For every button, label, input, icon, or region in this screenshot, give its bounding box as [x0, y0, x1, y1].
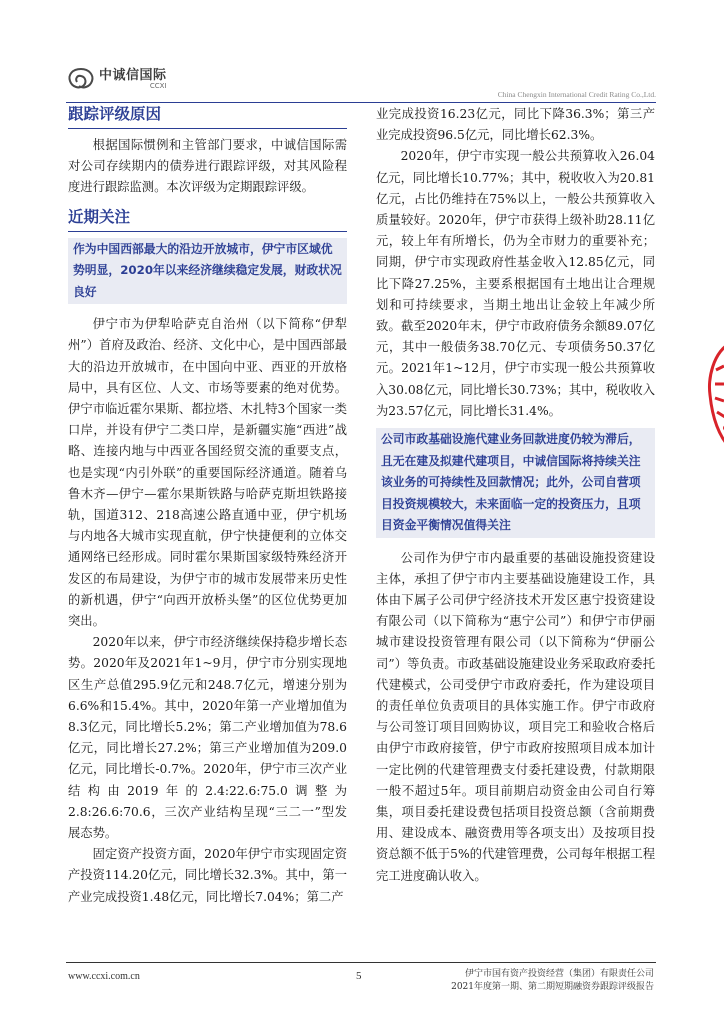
footer-report-title: 2021年度第一期、第二期短期融资券跟踪评级报告	[451, 982, 654, 992]
footer-website: www.ccxi.com.cn	[68, 971, 140, 982]
paragraph-economy-growth: 2020年以来，伊宁市经济继续保持稳步增长态势。2020年及2021年1~9月，伊宁市分别实现地区生产总值295.9亿元和248.7亿元，增速分别为6.6%和15.4%。其中，2020年第一产业增加值为8.3亿元，同比增长5.2%；第二产业增加值为78.6亿元，同比增长27.2%；第三产业增加值为209.0亿元，同比增长-0.7%。2020年，伊宁市三次产业结构由2019年的2.4:22.6:75.0调整为2.8:26.6:70.6，三次产业结构呈现“三二一”型发展态势。	[68, 635, 347, 840]
header-company-en: China Chengxin International Credit Rating Co.,Ltd.	[497, 90, 656, 99]
header-rule	[66, 102, 656, 103]
page-number: 5	[356, 970, 362, 982]
footer-report-info	[451, 968, 654, 994]
paragraph-company-infrastructure: 公司作为伊宁市内最重要的基础设施投资建设主体，承担了伊宁市内主要基础设施建设工作，具体由下属子公司伊宁经济技术开发区惠宁投资建设有限公司（以下简称为“惠宁公司”）和伊宁市伊丽城市建设投资管理有限公司（以下简称为“伊丽公司”）等负责。市政基础设施建设业务采取政府委托代建模式，公司受伊宁市政府委托，作为建设项目的责任单位负责项目的具体实施工作。伊宁市政府与公司签订项目回购协议，项目完工和验收合格后由伊宁市政府接管，伊宁市政府按照项目成本加计一定比例的代建管理费支付委托建设费，付款期限一般不超过5年。项目前期启动资金由公司自行筹集，项目委托建设费包括项目投资总额（含前期费用、建设成本、融资费用等各项支出）及按项目投资总额不低于5%的代建管理费，公司每年根据工程完工进度确认收入。	[376, 550, 655, 883]
paragraph-investment-continued: 业完成投资16.23亿元，同比下降36.3%；第三产业完成投资96.5亿元，同比增长62.3%。	[376, 107, 655, 143]
red-seal-stamp	[706, 340, 724, 450]
footer-rule	[66, 962, 656, 963]
right-column	[376, 104, 655, 887]
logo-name-cn: 中诚信国际	[99, 67, 167, 83]
paragraph-fixed-investment: 固定资产投资方面，2020年伊宁市实现固定资产投资114.20亿元，同比增长32.3%。其中，第一产业完成投资1.48亿元，同比增长7.04%；第二产	[68, 847, 347, 904]
tracking-reason-paragraph: 根据国际惯例和主管部门要求，中诚信国际需对公司存续期内的债券进行跟踪评级，对其风险程度进行跟踪监测。本次评级为定期跟踪评级。	[68, 138, 347, 195]
ccxi-logo	[66, 66, 167, 92]
paragraph-fiscal-revenue: 2020年，伊宁市实现一般公共预算收入26.04亿元，同比增长10.77%；其中，税收收入为20.81亿元，占比仍维持在75%以上，一般公共预算收入质量较好。2020年，伊宁市获得上级补助28.11亿元，较上年有所增长，仍为全市财力的重要补充；同期，伊宁市实现政府性基金收入12.85亿元，同比下降27.25%，主要系根据国有土地出让合理规划和可持续要求，当期土地出让金较上年减少所致。截至2020年末，伊宁市政府债务余额89.07亿元，其中一般债务38.70亿元、专项债务50.37亿元。2021年1~12月，伊宁市实现一般公共预算收入30.08亿元，同比增长30.73%；其中，税收收入为23.57亿元，同比增长31.4%。	[376, 149, 655, 418]
ccxi-logo-icon	[66, 66, 96, 92]
logo-name-en: CCXI	[149, 81, 167, 90]
highlight-region-economy: 作为中国西部最大的沿边开放城市，伊宁市区域优势明显，2020年以来经济继续稳定发展，财政状况良好	[68, 238, 347, 305]
left-column	[68, 104, 347, 908]
section-title-tracking-reason: 跟踪评级原因	[68, 104, 347, 129]
section-title-recent-focus: 近期关注	[68, 207, 347, 232]
paragraph-yining-overview: 伊宁市为伊犁哈萨克自治州（以下简称“伊犁州”）首府及政治、经济、文化中心，是中国西部最大的沿边开放城市，在中国向中亚、西亚的开放格局中，具有区位、人文、市场等要素的绝对优势。伊宁市临近霍尔果斯、都拉塔、木扎特3个国家一类口岸，并设有伊宁二类口岸，是新疆实施“西进”战略、连接内地与中西亚各国经贸交流的重要支点，也是实现“内引外联”的重要国际经济通道。随着乌鲁木齐—伊宁—霍尔果斯铁路与哈萨克斯坦铁路接轨，国道312、218高速公路直通中亚，伊宁机场与内地各大城市实现直航，伊宁快捷便利的立体交通网络已经形成。同时霍尔果斯国家级特殊经济开发区的布局建设，为伊宁市的城市发展带来历史性的新机遇，伊宁“向西开放桥头堡”的区位优势更加突出。	[68, 317, 347, 628]
highlight-company-business: 公司市政基础设施代建业务回款进度仍较为滞后，且无在建及拟建代建项目，中诚信国际将持续关注该业务的可持续性及回款情况；此外，公司自营项目投资规模较大，未来面临一定的投资压力，且项目资金平衡情况值得关注	[376, 428, 655, 538]
page-header	[66, 66, 656, 104]
footer-company-name: 伊宁市国有资产投资经营（集团）有限责任公司	[464, 969, 654, 979]
